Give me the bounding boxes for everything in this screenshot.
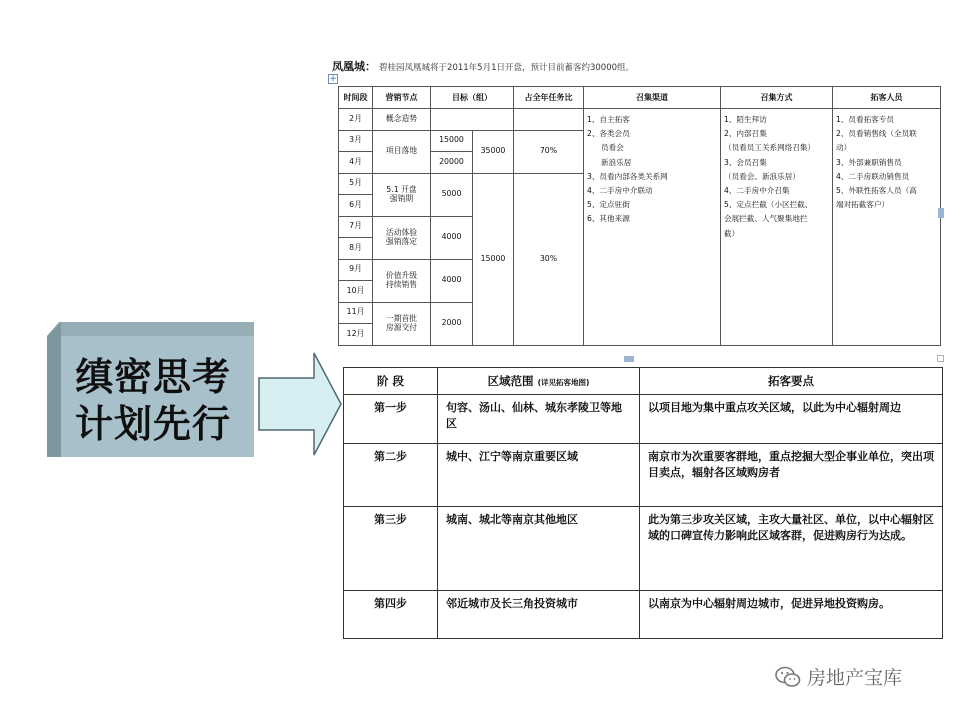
stage-cell: 第四步 [344, 591, 438, 639]
list-item: 3、会员召集 [724, 157, 767, 167]
stage-cell: 第二步 [344, 444, 438, 507]
key-cell: 以南京为中心辐射周边城市，促进异地投资购房。 [640, 591, 943, 639]
list-item: 5、外联性拓客人员（高 [836, 186, 917, 196]
plan-header-node: 营销节点 [373, 87, 431, 109]
target-cell: 5000 [431, 173, 473, 216]
target-cell [431, 109, 514, 131]
node-line: 强销落定 [385, 236, 418, 246]
node-cell [373, 259, 431, 302]
node-line: 强销期 [389, 193, 414, 203]
target-group-cell: 35000 [473, 130, 514, 173]
list-item: 4、二手房联动销售员 [836, 171, 910, 181]
stage-cell: 第三步 [344, 507, 438, 591]
list-item: 5、定点拦截（小区拦截、 [724, 200, 813, 210]
right-arrow-icon [258, 352, 342, 456]
staff-list [833, 109, 941, 346]
list-item: 端对拓截客户） [836, 200, 890, 210]
resize-handle-corner[interactable] [937, 355, 944, 362]
table-row [344, 507, 943, 591]
month-cell: 5月 [339, 173, 373, 195]
list-item: 2、各类会员 [587, 129, 630, 139]
box-line-2: 计划先行 [75, 402, 232, 446]
table-row [344, 395, 943, 444]
list-item: 会展拦截、人气聚集地拦 [724, 214, 808, 224]
list-item: 4、二手房中介联动 [587, 186, 653, 196]
steps-header-row [344, 368, 943, 395]
month-cell: 12月 [339, 324, 373, 346]
month-cell: 9月 [339, 259, 373, 281]
node-line: 5.1 开盘 [386, 184, 417, 194]
month-cell: 3月 [339, 130, 373, 152]
method-list [721, 109, 833, 346]
list-item: （员看会、新浪乐居） [724, 171, 800, 181]
target-cell: 15000 [431, 130, 473, 152]
list-item: 动） [836, 143, 852, 153]
node-cell [373, 216, 431, 259]
watermark [775, 663, 902, 690]
ratio-cell [514, 109, 584, 131]
list-item: 4、二手房中介召集 [724, 186, 790, 196]
stage-cell: 第一步 [344, 395, 438, 444]
box-left-bevel [47, 322, 61, 457]
target-cell: 2000 [431, 302, 473, 345]
node-line: 一期首批 [385, 313, 418, 323]
list-item: 1、员看拓客专员 [836, 115, 894, 124]
plan-header-method: 召集方式 [721, 87, 833, 109]
steps-header-key: 拓客要点 [640, 368, 943, 395]
channel-list [584, 109, 721, 346]
resize-handle-bottom[interactable] [624, 356, 634, 362]
target-cell: 4000 [431, 216, 473, 259]
list-item: 截） [724, 228, 740, 238]
list-item: 3、员看内部各类关系网 [587, 171, 668, 181]
area-cell: 城南、城北等南京其他地区 [438, 507, 640, 591]
plan-title-city: 凤凰城： [332, 60, 376, 73]
plan-header-ratio: 占全年任务比 [514, 87, 584, 109]
list-item: （员看员工关系网络召集） [724, 143, 816, 153]
wechat-icon [775, 666, 801, 688]
key-cell: 此为第三步攻关区域，主攻大量社区、单位，以中心辐射区域的口碑宣传力影响此区域客群，促进购房行为达成。 [640, 507, 943, 591]
month-cell: 6月 [339, 195, 373, 217]
target-cell: 4000 [431, 259, 473, 302]
node-cell [373, 173, 431, 216]
node-cell [373, 302, 431, 345]
list-item: 6、其他来源 [587, 214, 630, 224]
list-item: 2、内部召集 [724, 129, 767, 139]
list-item: 5、定点驻街 [587, 200, 630, 210]
month-cell: 4月 [339, 152, 373, 174]
steps-header-stage: 阶 段 [344, 368, 438, 395]
plan-header-row [339, 87, 941, 109]
list-item: 1、自主拓客 [587, 115, 630, 124]
steps-header-area [438, 368, 640, 395]
month-cell: 7月 [339, 216, 373, 238]
marketing-plan-table [338, 86, 941, 346]
ratio-cell: 30% [514, 173, 584, 345]
list-item: 员看会 [601, 143, 624, 153]
list-item: 1、陌生拜访 [724, 115, 767, 124]
list-item: 2、员看销售线（全员联 [836, 129, 917, 139]
steps-header-area-note: (详见拓客地图) [537, 378, 590, 387]
month-cell: 2月 [339, 109, 373, 131]
table-row [344, 591, 943, 639]
month-cell: 10月 [339, 281, 373, 303]
node-line: 价值升级 [385, 270, 418, 280]
area-cell: 句容、汤山、仙林、城东孝陵卫等地区 [438, 395, 640, 444]
target-group-cell: 15000 [473, 173, 514, 345]
box-line-1: 缜密思考 [75, 355, 232, 399]
month-cell: 8月 [339, 238, 373, 260]
list-item: 3、外部兼职销售员 [836, 157, 902, 167]
table-row [344, 444, 943, 507]
box-face [61, 336, 254, 457]
node-line: 活动体验 [385, 227, 418, 237]
list-item: 新浪乐居 [601, 157, 632, 167]
area-cell: 城中、江宁等南京重要区域 [438, 444, 640, 507]
key-cell: 以项目地为集中重点攻关区域，以此为中心辐射周边 [640, 395, 943, 444]
watermark-text: 房地产宝库 [807, 667, 903, 689]
ratio-cell: 70% [514, 130, 584, 173]
area-cell: 邻近城市及长三角投资城市 [438, 591, 640, 639]
node-cell: 项目落地 [373, 130, 431, 173]
plan-header-channel: 召集渠道 [584, 87, 721, 109]
plan-header-target: 目标（组） [431, 87, 514, 109]
plan-header-staff: 拓客人员 [833, 87, 941, 109]
plan-title [332, 58, 634, 74]
think-plan-box [47, 322, 254, 457]
node-cell: 概念造势 [373, 109, 431, 131]
steps-header-area-label: 区域范围 [487, 374, 534, 388]
plan-title-desc: 碧桂园凤凰城将于2011年5月1日开盘，预计目前蓄客约30000组。 [379, 63, 635, 73]
box-top-bevel [47, 322, 254, 336]
plan-row [339, 109, 941, 131]
prospecting-steps-table [343, 367, 943, 639]
resize-handle-right[interactable] [938, 208, 944, 218]
node-line: 房源交付 [385, 322, 418, 332]
plan-header-period: 时间段 [339, 87, 373, 109]
table-anchor-icon[interactable]: + [329, 74, 337, 84]
node-line: 持续销售 [385, 279, 418, 289]
month-cell: 11月 [339, 302, 373, 324]
key-cell: 南京市为次重要客群地，重点挖掘大型企事业单位，突出项目卖点，辐射各区域购房者 [640, 444, 943, 507]
marketing-plan-image [328, 54, 940, 356]
target-cell: 20000 [431, 152, 473, 174]
